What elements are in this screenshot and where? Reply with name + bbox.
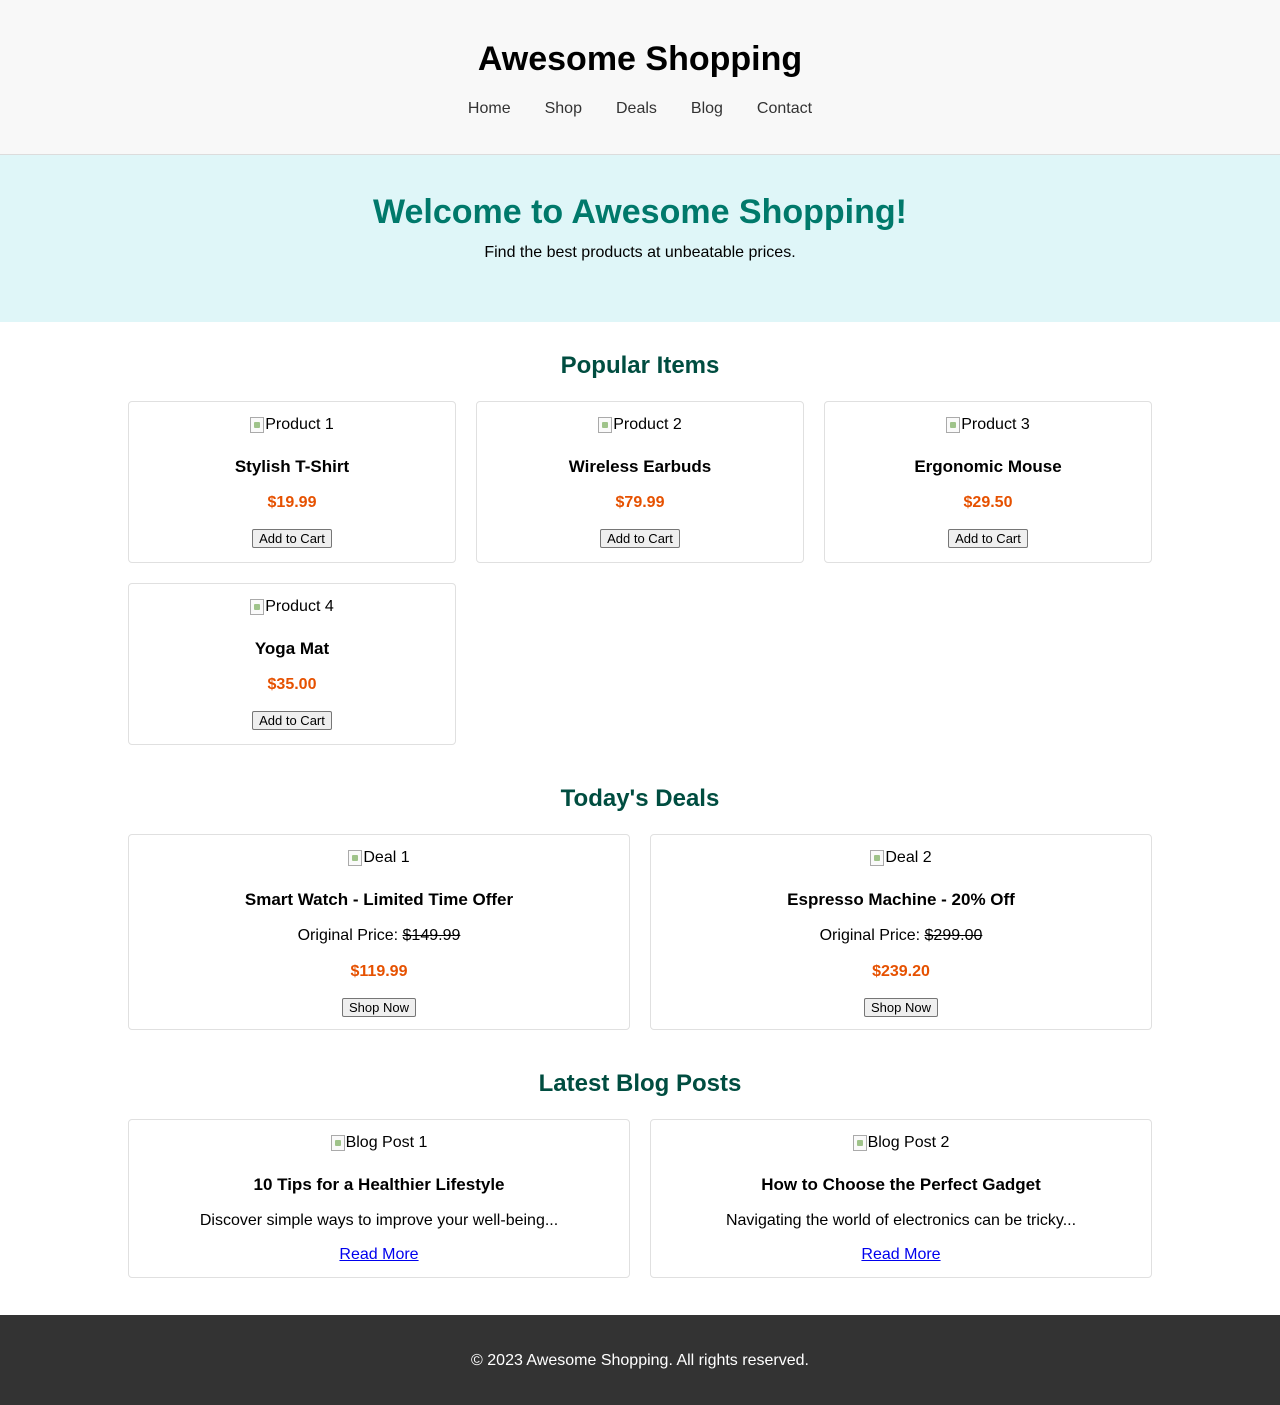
deal-original-price xyxy=(129,926,629,946)
blog-image xyxy=(331,1133,428,1153)
blog-section xyxy=(128,1030,1152,1278)
broken-image-icon xyxy=(331,1135,345,1151)
deal-image xyxy=(870,848,931,868)
read-more-link[interactable]: Read More xyxy=(861,1246,941,1263)
deals-grid xyxy=(128,834,1152,1030)
main-nav xyxy=(0,99,1280,119)
product-price: $19.99 xyxy=(267,494,317,511)
deals-title: Today's Deals xyxy=(560,785,720,812)
add-to-cart-button[interactable]: Add to Cart xyxy=(252,529,332,548)
product-name: Wireless Earbuds xyxy=(568,457,712,476)
site-title: Awesome Shopping xyxy=(477,40,803,78)
deal-image-alt: Deal 1 xyxy=(363,849,410,866)
deal-card xyxy=(650,834,1152,1030)
deal-price: $119.99 xyxy=(350,963,408,980)
product-card xyxy=(824,401,1152,563)
broken-image-icon xyxy=(870,850,884,866)
original-price-label: Original Price: xyxy=(297,927,403,944)
deal-original-price xyxy=(651,926,1151,946)
nav-link-contact[interactable]: Contact xyxy=(756,100,813,117)
deal-name: Smart Watch - Limited Time Offer xyxy=(244,890,514,909)
product-image-alt: Product 3 xyxy=(961,416,1030,433)
add-to-cart-button[interactable]: Add to Cart xyxy=(948,529,1028,548)
product-name: Stylish T-Shirt xyxy=(234,457,350,476)
product-price: $79.99 xyxy=(615,494,665,511)
product-name: Ergonomic Mouse xyxy=(914,457,1062,476)
broken-image-icon xyxy=(946,417,960,433)
deal-name: Espresso Machine - 20% Off xyxy=(787,890,1015,909)
original-price-value: $299.00 xyxy=(924,927,983,944)
blog-card xyxy=(650,1119,1152,1278)
blog-image xyxy=(853,1133,950,1153)
add-to-cart-button[interactable]: Add to Cart xyxy=(252,711,332,730)
product-grid xyxy=(128,401,1152,745)
broken-image-icon xyxy=(598,417,612,433)
popular-items-title: Popular Items xyxy=(560,352,720,379)
blog-excerpt: Discover simple ways to improve your well-being... xyxy=(199,1212,559,1229)
product-image xyxy=(250,415,333,435)
product-card xyxy=(128,583,456,745)
main-content xyxy=(128,322,1152,1278)
hero-title: Welcome to Awesome Shopping! xyxy=(373,193,907,231)
deals-section xyxy=(128,745,1152,1030)
blog-excerpt: Navigating the world of electronics can be tricky... xyxy=(725,1212,1077,1229)
broken-image-icon xyxy=(250,417,264,433)
deal-price: $239.20 xyxy=(872,963,930,980)
product-price: $29.50 xyxy=(963,494,1013,511)
product-image-alt: Product 2 xyxy=(613,416,682,433)
nav-link-deals[interactable]: Deals xyxy=(615,100,657,117)
footer-copyright: © 2023 Awesome Shopping. All rights reserved. xyxy=(471,1352,809,1369)
popular-items-section xyxy=(128,322,1152,745)
blog-image-alt: Blog Post 2 xyxy=(867,1134,950,1151)
product-image xyxy=(598,415,681,435)
blog-card xyxy=(128,1119,630,1278)
broken-image-icon xyxy=(250,599,264,615)
product-name: Yoga Mat xyxy=(254,639,330,658)
hero-subtitle: Find the best products at unbeatable prices. xyxy=(484,244,796,261)
blog-grid xyxy=(128,1119,1152,1278)
broken-image-icon xyxy=(348,850,362,866)
deal-card xyxy=(128,834,630,1030)
product-card xyxy=(476,401,804,563)
product-image xyxy=(250,597,333,617)
nav-link-shop[interactable]: Shop xyxy=(544,100,582,117)
product-card xyxy=(128,401,456,563)
original-price-value: $149.99 xyxy=(402,927,461,944)
broken-image-icon xyxy=(853,1135,867,1151)
shop-now-button[interactable]: Shop Now xyxy=(342,998,416,1017)
product-image-alt: Product 1 xyxy=(265,416,334,433)
blog-title: Latest Blog Posts xyxy=(538,1070,742,1097)
product-image-alt: Product 4 xyxy=(265,598,334,615)
nav-link-home[interactable]: Home xyxy=(467,100,511,117)
nav-link-blog[interactable]: Blog xyxy=(690,100,723,117)
site-header xyxy=(0,0,1280,155)
blog-post-title: How to Choose the Perfect Gadget xyxy=(761,1175,1041,1194)
blog-post-title: 10 Tips for a Healthier Lifestyle xyxy=(253,1175,505,1194)
hero-banner xyxy=(0,155,1280,322)
shop-now-button[interactable]: Shop Now xyxy=(864,998,938,1017)
product-price: $35.00 xyxy=(267,676,317,693)
site-footer xyxy=(0,1315,1280,1405)
blog-image-alt: Blog Post 1 xyxy=(345,1134,428,1151)
deal-image xyxy=(348,848,409,868)
add-to-cart-button[interactable]: Add to Cart xyxy=(600,529,680,548)
read-more-link[interactable]: Read More xyxy=(339,1246,419,1263)
original-price-label: Original Price: xyxy=(819,927,925,944)
deal-image-alt: Deal 2 xyxy=(885,849,932,866)
product-image xyxy=(946,415,1029,435)
